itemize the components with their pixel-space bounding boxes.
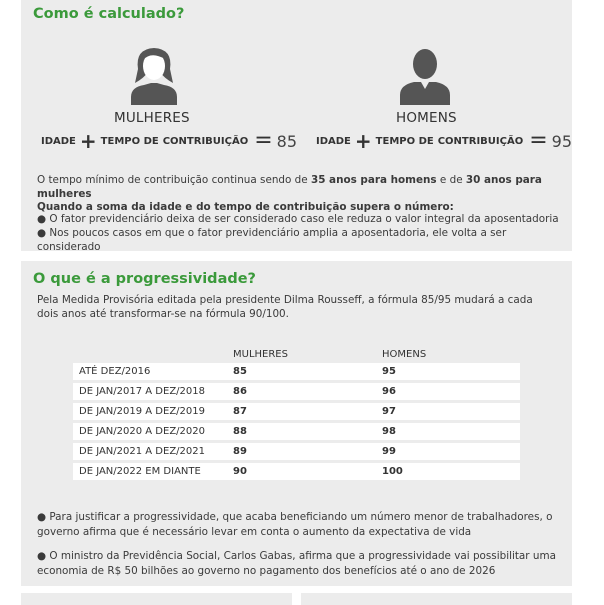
row-period: DE JAN/2022 EM DIANTE <box>73 462 227 482</box>
formula-idade: IDADE <box>316 135 351 147</box>
table-header <box>73 349 520 363</box>
table-row <box>73 363 520 382</box>
equals-icon: = <box>529 128 548 153</box>
table-row <box>73 422 520 442</box>
calc-title: Como é calculado? <box>33 6 185 22</box>
note-text: O ministro da Previdência Social, Carlos Gabas, afirma que a progressividade vai possibilitar uma economia de R$ 50 bilhões ao governo no pagamento dos benefícios até o ano de 2026 <box>37 550 556 577</box>
table-row <box>73 382 520 402</box>
plus-icon: + <box>79 129 97 153</box>
next-panel-right <box>301 593 572 605</box>
prog-title: O que é a progressividade? <box>33 271 256 287</box>
bullet-dot: ● <box>37 227 50 239</box>
next-panel-left <box>21 593 292 605</box>
table-row <box>73 442 520 462</box>
bullet-text: O fator previdenciário deixa de ser considerado caso ele reduza o valor integral da aposentadoria <box>49 213 559 225</box>
men-result: 95 <box>551 131 573 151</box>
col-men: HOMENS <box>382 349 427 360</box>
note-item <box>37 549 557 578</box>
bullet-item <box>37 212 559 226</box>
row-women: 87 <box>227 402 376 422</box>
row-women: 88 <box>227 422 376 442</box>
row-men: 98 <box>376 422 520 442</box>
formula-contribuicao: CONTRIBUIÇÃO <box>162 135 249 147</box>
progression-table <box>73 349 520 483</box>
row-period: DE JAN/2019 A DEZ/2019 <box>73 402 227 422</box>
note-text: Para justificar a progressividade, que acaba beneficiando um número menor de trabalhadores, o governo afirma que é necessário levar em conta o aumento da expectativa de vida <box>37 511 553 538</box>
formula-idade: IDADE <box>41 135 76 147</box>
equals-icon: = <box>254 128 273 153</box>
bullet-dot: ● <box>37 213 50 225</box>
min-women-years: 30 anos para mulheres <box>37 174 542 200</box>
row-period: DE JAN/2017 A DEZ/2018 <box>73 382 227 402</box>
women-formula <box>41 128 298 153</box>
table-row <box>73 462 520 482</box>
col-women: MULHERES <box>233 349 288 360</box>
col-period <box>73 349 227 363</box>
formula-tempo: TEMPO DE <box>100 135 159 147</box>
quando-text: Quando a soma da idade e do tempo de contribuição supera o número: <box>37 201 454 213</box>
min-contribution-text <box>37 173 572 201</box>
plus-icon: + <box>354 129 372 153</box>
prog-intro: Pela Medida Provisória editada pela presidente Dilma Rousseff, a fórmula 85/95 mudará a cada dois anos até transformar-se na fórmula 90/100. <box>37 294 533 320</box>
min-men-years: 35 anos para homens <box>310 174 437 186</box>
table-row <box>73 402 520 422</box>
row-women: 85 <box>227 363 376 382</box>
man-icon <box>390 45 460 107</box>
row-men: 99 <box>376 442 520 462</box>
bullet-dot: ● <box>37 550 50 562</box>
row-women: 90 <box>227 462 376 482</box>
bullet-dot: ● <box>37 511 50 523</box>
row-women: 89 <box>227 442 376 462</box>
men-formula <box>316 128 573 153</box>
row-women: 86 <box>227 382 376 402</box>
row-men: 97 <box>376 402 520 422</box>
note-item <box>37 510 557 539</box>
bullet-item <box>37 226 572 254</box>
row-men: 96 <box>376 382 520 402</box>
men-label: HOMENS <box>396 110 457 126</box>
row-period: DE JAN/2020 A DEZ/2020 <box>73 422 227 442</box>
row-men: 95 <box>376 363 520 382</box>
formula-tempo: TEMPO DE <box>375 135 434 147</box>
women-label: MULHERES <box>114 110 190 126</box>
row-period: DE JAN/2021 A DEZ/2021 <box>73 442 227 462</box>
woman-icon <box>119 45 189 107</box>
formula-contribuicao: CONTRIBUIÇÃO <box>437 135 524 147</box>
calc-panel <box>21 0 572 251</box>
women-result: 85 <box>276 131 298 151</box>
row-men: 100 <box>376 462 520 482</box>
min-text-part: O tempo mínimo de contribuição continua sendo de <box>37 174 311 186</box>
bullet-text: Nos poucos casos em que o fator previdenciário amplia a aposentadoria, ele volta a ser considerado <box>37 227 507 253</box>
row-period: ATÉ DEZ/2016 <box>73 363 227 382</box>
min-text-part: e de <box>436 174 466 186</box>
prog-panel <box>21 261 572 586</box>
